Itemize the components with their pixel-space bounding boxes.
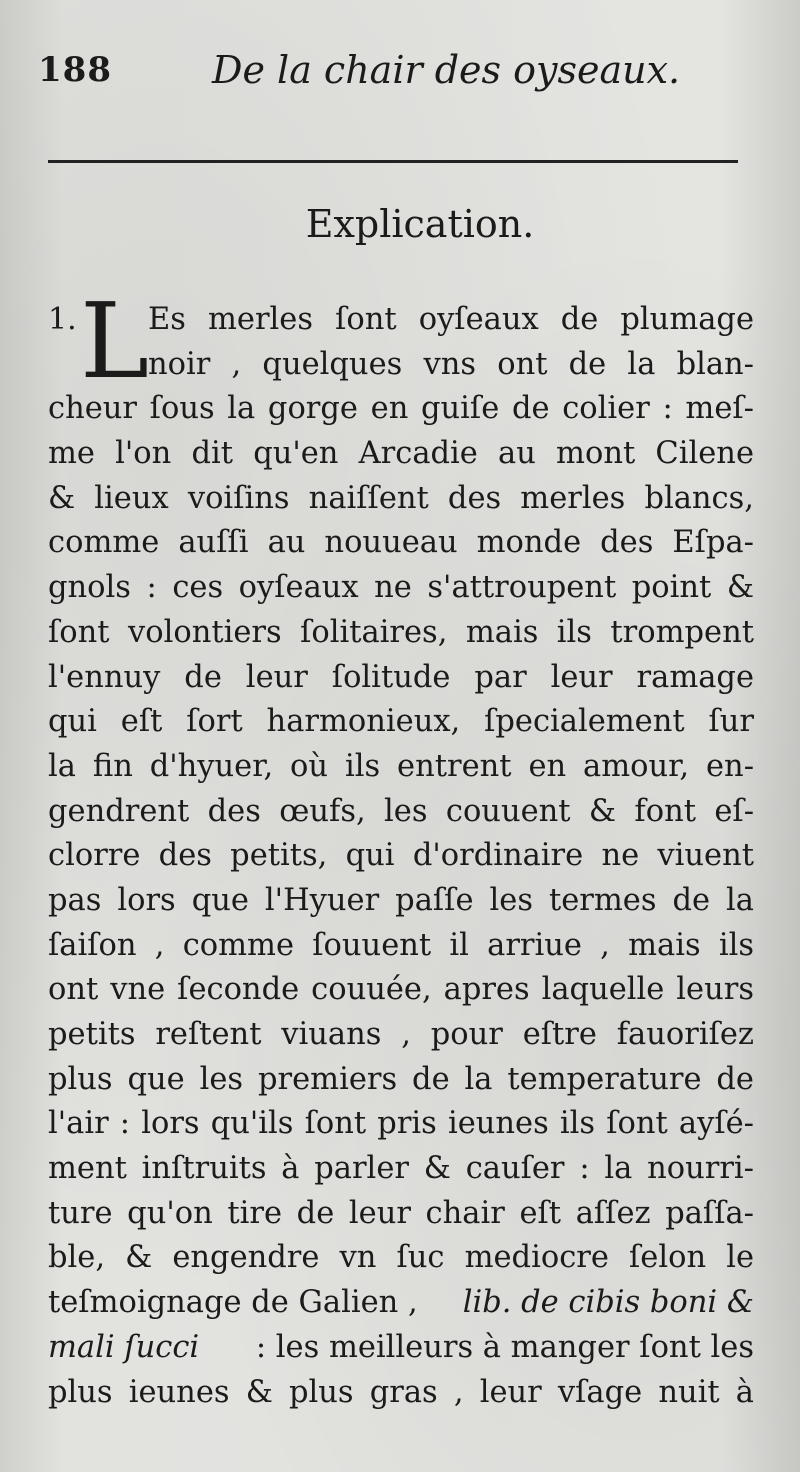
running-head [38, 44, 758, 104]
text-line: & lieux voiſins naiſſent des merles blancs, [48, 480, 754, 516]
running-title: De la chair des oyseaux. [212, 48, 681, 92]
text-line-citation [48, 1281, 754, 1326]
text-line: ble, & engendre vn ſuc mediocre ſelon le [48, 1240, 754, 1276]
text-line: me l'on dit qu'en Arcadie au mont Cilene [48, 436, 754, 472]
text-line: Es merles ſont oyſeaux de plumage [148, 302, 754, 337]
text-line: noir , quelques vns ont de la blan- [148, 346, 754, 382]
text-line: l'ennuy de leur ſolitude par leur ramage [48, 659, 754, 695]
drop-cap: L [80, 280, 150, 402]
text-line: comme auſſi au nouueau monde des Eſpa- [48, 525, 754, 561]
text-line: ont vne ſeconde couuée, apres laquelle leurs [48, 972, 754, 1008]
citation: mali ſucci [48, 1329, 200, 1365]
citation: lib. de cibis boni & [462, 1285, 754, 1321]
text-line: petits reſtent viuans , pour eſtre fauoriſez [48, 1017, 754, 1052]
text-line: plus que les premiers de la temperature de [48, 1061, 754, 1097]
text-line: ment inſtruits à parler & cauſer : la nourri- [48, 1151, 754, 1187]
text-segment: teſmoignage de Galien , [48, 1285, 418, 1321]
paragraph [48, 280, 754, 1415]
text-line: ſaiſon , comme ſouuent il arriue , mais ils [48, 927, 754, 963]
text-line: cheur ſous la gorge en guiſe de colier : meſ- [48, 391, 754, 427]
paragraph-number: 1. [48, 302, 77, 337]
text-line: clorre des petits, qui d'ordinaire ne viuent [48, 838, 754, 874]
text-line: l'air : lors qu'ils ſont pris ieunes ils ſont ayſé- [48, 1106, 754, 1142]
text-line: pas lors que l'Hyuer paſſe les termes de la [48, 882, 754, 918]
text-segment: : les meilleurs à manger ſont les [255, 1329, 754, 1365]
text-line: plus ieunes & plus gras , leur vſage nuit à [48, 1374, 754, 1410]
text-line-citation [48, 1326, 754, 1371]
paragraph-opening [48, 280, 754, 402]
text-line: qui eſt ſort harmonieux, ſpecialement ſur [48, 704, 754, 740]
page-number: 188 [38, 50, 112, 90]
text-line: ſont volontiers ſolitaires, mais ils trompent [48, 614, 754, 650]
text-line: gnols : ces oyſeaux ne s'attroupent point & [48, 570, 754, 606]
text-line: gendrent des œufs, les couuent & font eſ- [48, 793, 754, 829]
text-line: la fin d'hyuer, où ils entrent en amour, en- [48, 748, 754, 784]
text-line: ture qu'on tire de leur chair eſt aſſez paſſa- [48, 1195, 754, 1231]
section-title: Explication. [305, 202, 535, 246]
header-rule [48, 160, 738, 163]
